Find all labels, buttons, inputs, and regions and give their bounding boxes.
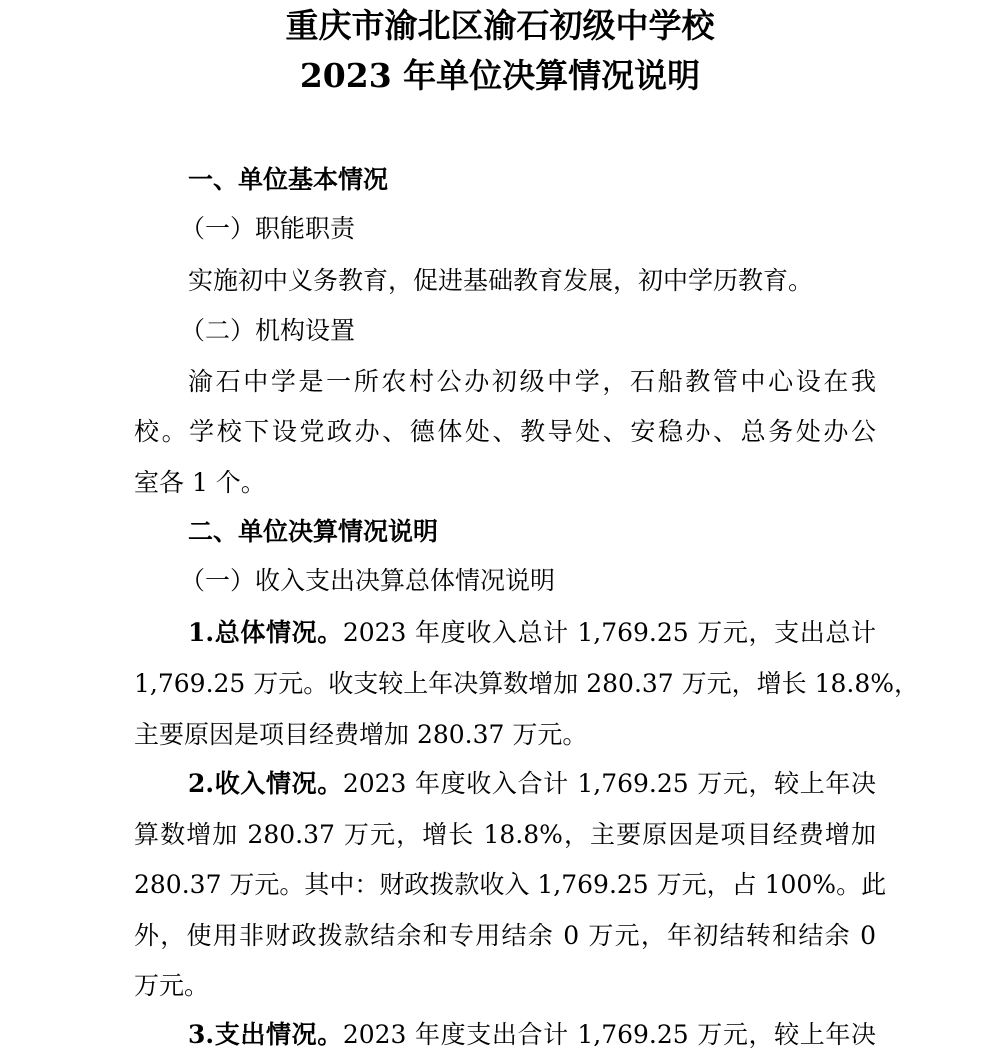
- paragraph-income-line-3: 280.37 万元。其中：财政拨款收入 1,769.25 万元，占 100%。此: [134, 870, 887, 899]
- paragraph-income-label: 2.收入情况。: [188, 769, 343, 798]
- paragraph-overall-line-2: 1,769.25 万元。收支较上年决算数增加 280.37 万元，增长 18.8%，: [134, 669, 920, 698]
- paragraph-income-line-4: 外，使用非财政拨款结余和专用结余 0 万元，年初结转和结余 0: [134, 921, 876, 950]
- paragraph-overall-text: 2023 年度收入总计 1,769.25 万元，支出总计: [342, 618, 876, 647]
- paragraph-overall-line-1: [188, 617, 876, 649]
- document-title-line-2: 2023 年单位决算情况说明: [299, 56, 701, 95]
- paragraph-income-line-1: [188, 768, 876, 800]
- paragraph-income-line-2: 算数增加 280.37 万元，增长 18.8%，主要原因是项目经费增加: [134, 820, 876, 849]
- subsection-heading-income-expense: （一）收入支出决算总体情况说明: [180, 566, 556, 595]
- paragraph-overall-line-3: 主要原因是项目经费增加 280.37 万元。: [134, 720, 588, 749]
- paragraph-duties: 实施初中义务教育，促进基础教育发展，初中学历教育。: [188, 266, 814, 295]
- paragraph-organization-line-3: 室各 1 个。: [134, 468, 266, 497]
- paragraph-income-text: 2023 年度收入合计 1,769.25 万元，较上年决: [342, 769, 876, 798]
- section-heading-basic-info: 一、单位基本情况: [188, 165, 389, 194]
- section-heading-final-accounts: 二、单位决算情况说明: [188, 517, 439, 546]
- paragraph-expense-line-1: [188, 1019, 876, 1051]
- paragraph-organization-line-1: 渝石中学是一所农村公办初级中学，石船教管中心设在我: [188, 367, 876, 396]
- paragraph-overall-label: 1.总体情况。: [188, 618, 343, 647]
- paragraph-income-line-5: 万元。: [134, 971, 210, 1000]
- subsection-heading-duties: （一）职能职责: [180, 214, 356, 243]
- paragraph-expense-label: 3.支出情况。: [188, 1020, 343, 1049]
- subsection-heading-organization: （二）机构设置: [180, 316, 356, 345]
- paragraph-organization-line-2: 校。学校下设党政办、德体处、教导处、安稳办、总务处办公: [134, 417, 876, 446]
- paragraph-expense-text: 2023 年度支出合计 1,769.25 万元，较上年决: [342, 1020, 876, 1049]
- document-title-line-1: 重庆市渝北区渝石初级中学校: [285, 6, 715, 45]
